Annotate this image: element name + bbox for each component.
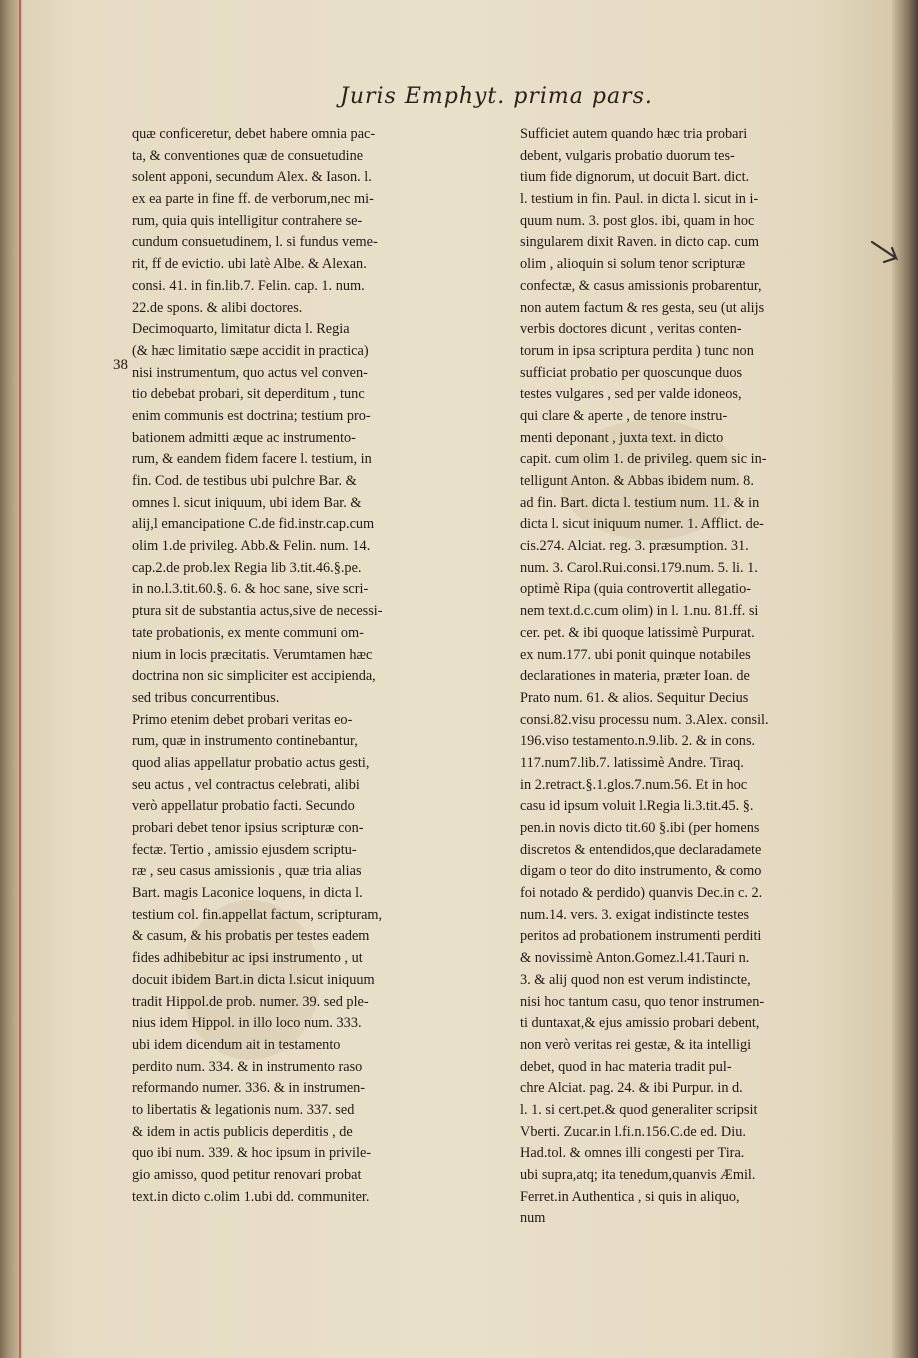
text-line: consi. 41. in fin.lib.7. Felin. cap. 1. num. bbox=[132, 277, 365, 294]
text-line: quo ibi num. 339. & hoc ipsum in privile- bbox=[132, 1145, 372, 1162]
text-line: singularem dixit Raven. in dicto cap. cum bbox=[520, 234, 760, 251]
text-line: Ferret.in Authentica , si quis in aliquo, bbox=[520, 1188, 740, 1205]
text-line: fides adhibebitur ac ipsi instrumento , ut bbox=[132, 950, 363, 967]
text-line: dicta l. sicut iniquum numer. 1. Afflict. de- bbox=[520, 516, 764, 533]
text-line: docuit ibidem Bart.in dicta l.sicut iniquum bbox=[132, 971, 375, 988]
text-line: to libertatis & legationis num. 337. sed bbox=[132, 1101, 355, 1118]
text-line: (& hæc limitatio sæpe accidit in practica) bbox=[132, 342, 369, 359]
text-line: cis.274. Alciat. reg. 3. præsumption. 31. bbox=[520, 538, 749, 555]
text-line: testium col. fin.appellat factum, scripturam, bbox=[132, 906, 383, 923]
text-line: pen.in novis dicto tit.60 §.ibi (per homens bbox=[520, 820, 760, 836]
text-line: quod alias appellatur probatio actus gesti, bbox=[132, 754, 370, 771]
text-line: peritos ad probationem instrumenti perditi bbox=[520, 928, 762, 945]
text-line: l. testium in fin. Paul. in dicta l. sicut in i- bbox=[520, 191, 759, 208]
text-line: ubi supra,atq; ita tenedum,quanvis Æmil. bbox=[520, 1167, 756, 1183]
margin-rule bbox=[19, 0, 21, 1358]
text-line: doctrina non sic simpliciter est accipienda, bbox=[132, 668, 376, 685]
page-edge bbox=[892, 0, 918, 1358]
text-line: gio amisso, quod petitur renovari probat bbox=[132, 1167, 362, 1183]
text-line: rum, & eandem fidem facere l. testium, in bbox=[132, 451, 372, 468]
text-line: & novissimè Anton.Gomez.l.41.Tauri n. bbox=[520, 950, 750, 967]
text-line: fectæ. Tertio , amissio ejusdem scriptu- bbox=[132, 841, 357, 858]
text-line: Vberti. Zucar.in l.fi.n.156.C.de ed. Diu. bbox=[520, 1123, 746, 1140]
text-line: foi notado & perdido) quanvis Dec.in c. 2. bbox=[520, 885, 763, 902]
text-line: reformando numer. 336. & in instrumen- bbox=[132, 1080, 366, 1097]
text-line: l. 1. si cert.pet.& quod generaliter scripsit bbox=[520, 1101, 758, 1118]
text-line: num bbox=[520, 1210, 546, 1227]
text-line: digam o teor do dito instrumento, & como bbox=[520, 863, 762, 880]
text-line: ptura sit de substantia actus,sive de necessi- bbox=[132, 603, 383, 620]
text-line: cundum consuetudinem, l. si fundus veme- bbox=[132, 234, 378, 251]
text-line: ti duntaxat,& ejus amissio probari debent, bbox=[520, 1015, 760, 1032]
text-line: casu id ipsum voluit l.Regia li.3.tit.45. §. bbox=[520, 798, 754, 815]
text-line: & idem in actis publicis deperditis , de bbox=[132, 1123, 353, 1140]
text-line: 3. & alij quod non est verum indistincte, bbox=[520, 971, 751, 988]
text-line: ex num.177. ubi ponit quinque notabiles bbox=[520, 646, 751, 663]
text-line: rum, quæ in instrumento continebantur, bbox=[132, 733, 358, 750]
text-line: telligunt Anton. & Abbas ibidem num. 8. bbox=[520, 473, 754, 489]
text-line: rum, quia quis intelligitur contrahere se- bbox=[132, 212, 363, 229]
text-line: ubi idem dicendum ait in testamento bbox=[132, 1036, 341, 1053]
text-line: nius idem Hippol. in illo loco num. 333. bbox=[132, 1015, 362, 1032]
text-line: Prato num. 61. & alios. Sequitur Decius bbox=[520, 689, 749, 706]
text-line: qui clare & aperte , de tenore instru- bbox=[520, 407, 728, 424]
text-line: chre Alciat. pag. 24. & ibi Purpur. in d. bbox=[520, 1080, 743, 1097]
text-line: cer. pet. & ibi quoque latissimè Purpurat. bbox=[520, 624, 755, 641]
text-line: in no.l.3.tit.60.§. 6. & hoc sane, sive scri- bbox=[132, 581, 369, 598]
text-line: solent apponi, secundum Alex. & Iason. l. bbox=[132, 169, 372, 186]
right-text-column bbox=[520, 124, 878, 1294]
text-line: ex ea parte in fine ff. de verborum,nec mi- bbox=[132, 191, 374, 208]
text-line: tate probationis, ex mente communi om- bbox=[132, 624, 364, 641]
text-line: omnes l. sicut iniquum, ubi idem Bar. & bbox=[132, 494, 362, 511]
text-line: nisi hoc tantum casu, quo tenor instrumen- bbox=[520, 993, 765, 1010]
text-line: non verò veritas rei gestæ, & ita intelligi bbox=[520, 1036, 752, 1053]
text-line: fin. Cod. de testibus ubi pulchre Bar. & bbox=[132, 473, 357, 489]
text-line: 22.de spons. & alibi doctores. bbox=[132, 299, 303, 316]
text-line: olim 1.de privileg. Abb.& Felin. num. 14. bbox=[132, 538, 371, 555]
text-line: ta, & conventiones quæ de consuetudine bbox=[132, 147, 364, 164]
text-line: ad fin. Bart. dicta l. testium num. 11. & in bbox=[520, 494, 760, 511]
text-line: rit, ff de evictio. ubi latè Albe. & Alexan. bbox=[132, 256, 367, 273]
text-line: text.in dicto c.olim 1.ubi dd. communiter. bbox=[132, 1188, 370, 1205]
text-line: testes vulgares , sed per valde idoneos, bbox=[520, 386, 742, 403]
text-line: nisi instrumentum, quo actus vel conven- bbox=[132, 364, 368, 381]
text-line: enim communis est doctrina; testium pro- bbox=[132, 407, 371, 424]
left-text-column bbox=[132, 124, 504, 1294]
text-line: Decimoquarto, limitatur dicta l. Regia bbox=[132, 321, 350, 338]
text-line: tio debebat probari, sit deperditum , tunc bbox=[132, 386, 365, 403]
text-line: ræ , seu casus amissionis , quæ tria alias bbox=[132, 863, 362, 880]
text-line: seu actus , vel contractus celebrati, alibi bbox=[132, 776, 360, 793]
text-line: quum num. 3. post glos. ibi, quam in hoc bbox=[520, 212, 755, 229]
text-line: verò appellatur probatio facti. Secundo bbox=[132, 798, 355, 815]
text-line: bationem admitti æque ac instrumento- bbox=[132, 429, 356, 446]
text-line: verbis doctores dicunt , veritas conten- bbox=[520, 321, 742, 338]
text-line: consi.82.visu processu num. 3.Alex. consil. bbox=[520, 711, 769, 728]
text-line: debent, vulgaris probatio duorum tes- bbox=[520, 147, 735, 164]
text-line: menti deponant , juxta text. in dicto bbox=[520, 429, 724, 446]
text-line: Sufficiet autem quando hæc tria probari bbox=[520, 126, 748, 142]
text-line: discretos & entendidos,que declaradamete bbox=[520, 841, 762, 858]
margin-number: 38 bbox=[113, 357, 128, 373]
running-header: Juris Emphyt. prima pars. bbox=[340, 84, 653, 109]
text-line: non autem factum & res gesta, seu (ut alijs bbox=[520, 299, 765, 316]
text-line: tradit Hippol.de prob. numer. 39. sed ple- bbox=[132, 993, 369, 1010]
text-line: num.14. vers. 3. exigat indistincte testes bbox=[520, 906, 750, 923]
text-line: debet, quod in hac materia tradit pul- bbox=[520, 1058, 732, 1075]
text-line: num. 3. Carol.Rui.consi.179.num. 5. li. 1. bbox=[520, 559, 758, 576]
text-line: capit. cum olim 1. de privileg. quem sic in- bbox=[520, 451, 767, 468]
margin-arrow-icon bbox=[870, 236, 904, 272]
text-line: Primo etenim debet probari veritas eo- bbox=[132, 711, 353, 728]
text-line: sed tribus concurrentibus. bbox=[132, 689, 280, 706]
text-line: alij,l emancipatione C.de fid.instr.cap.cum bbox=[132, 516, 375, 533]
text-line: quæ conficeretur, debet habere omnia pac- bbox=[132, 126, 376, 142]
text-line: olim , alioquin si solum tenor scripturæ bbox=[520, 256, 746, 273]
text-line: 117.num7.lib.7. latissimè Andre. Tiraq. bbox=[520, 754, 744, 771]
text-line: 196.viso testamento.n.9.lib. 2. & in cons. bbox=[520, 733, 756, 750]
text-line: tium fide dignorum, ut docuit Bart. dict. bbox=[520, 169, 750, 186]
text-line: sufficiat probatio per quoscunque duos bbox=[520, 364, 743, 381]
text-line: & casum, & his probatis per testes eadem bbox=[132, 928, 370, 945]
text-line: nem text.d.c.cum olim) in l. 1.nu. 81.ff. si bbox=[520, 603, 759, 620]
text-line: in 2.retract.§.1.glos.7.num.56. Et in hoc bbox=[520, 776, 748, 793]
text-line: Had.tol. & omnes illi congesti per Tira. bbox=[520, 1145, 745, 1162]
text-line: torum in ipsa scriptura perdita ) tunc non bbox=[520, 342, 754, 359]
text-line: Bart. magis Laconice loquens, in dicta l. bbox=[132, 885, 363, 902]
text-line: declarationes in materia, præter Ioan. de bbox=[520, 668, 750, 685]
text-line: confectæ, & casus amissionis probarentur, bbox=[520, 277, 762, 294]
text-line: perdito num. 334. & in instrumento raso bbox=[132, 1058, 363, 1075]
text-line: optimè Ripa (quia controvertit allegatio- bbox=[520, 581, 752, 598]
text-line: probari debet tenor ipsius scripturæ con- bbox=[132, 820, 364, 836]
text-line: cap.2.de prob.lex Regia lib 3.tit.46.§.pe. bbox=[132, 559, 362, 576]
text-line: nium in locis præcitatis. Verumtamen hæc bbox=[132, 646, 373, 663]
